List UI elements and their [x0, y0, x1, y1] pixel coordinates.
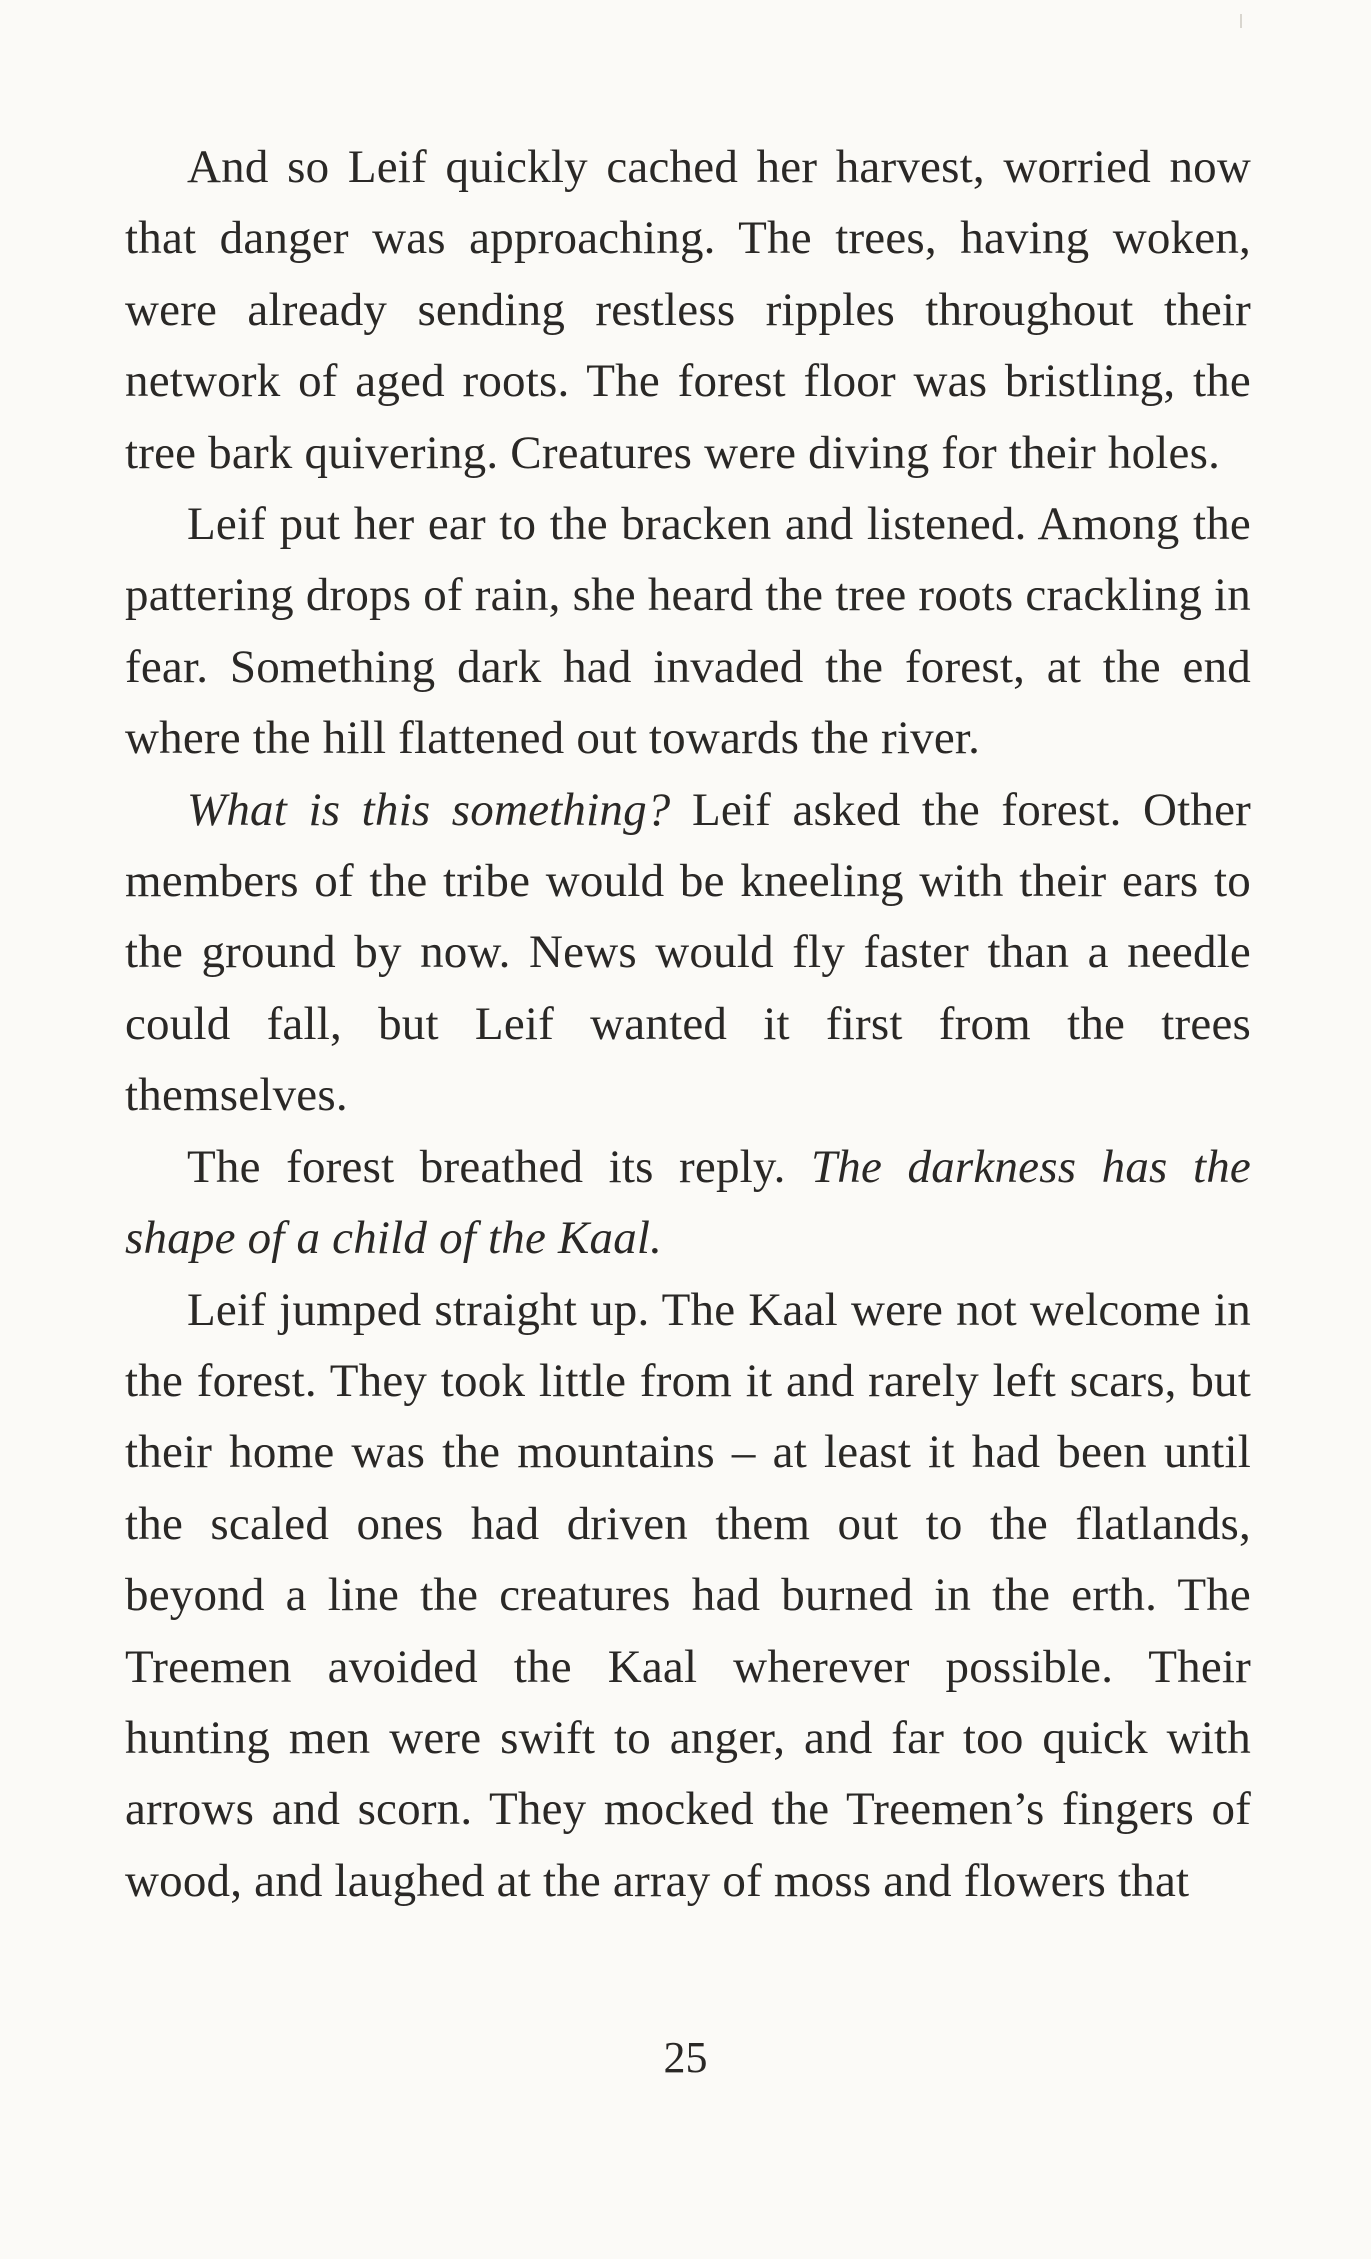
paragraph [125, 775, 1251, 1132]
page-body [125, 132, 1251, 1917]
text-run: Leif put her ear to the bracken and listened. Among the pattering drops of rain, she heard the tree roots crackling in fear. Something dark had invaded the forest, at the end where the hill flattened out towards the river. [125, 498, 1251, 765]
text-run: And so Leif quickly cached her harvest, worried now that danger was approaching. The trees, having woken, were already sending restless ripples throughout their network of aged roots. The forest floor was bristling, the tree bark quivering. Creatures were diving for their holes. [125, 141, 1251, 479]
text-run: The forest breathed its reply. [187, 1140, 811, 1193]
paragraph [125, 1132, 1251, 1275]
page-number: 25 [663, 2033, 708, 2082]
italic-text: What is this something? [187, 783, 671, 836]
text-run: Leif jumped straight up. The Kaal were not welcome in the forest. They took little from it and rarely left scars, but their home was the mountains – at least it had been until the scaled ones had driven them out to the flatlands, beyond a line the creatures had burned in the erth. The Treemen avoided the Kaal wherever possible. Their hunting men were swift to anger, and far too quick with arrows and scorn. They mocked the Treemen’s fingers of wood, and laughed at the array of moss and flowers that [125, 1283, 1251, 1907]
paragraph [125, 489, 1251, 775]
paragraph [125, 1275, 1251, 1918]
text-run: Leif asked the forest. Other members of the tribe would be kneeling with their ears to the ground by now. News would fly faster than a needle could fall, but Leif wanted it first from the trees themselves. [125, 783, 1251, 1122]
scan-speck [1240, 14, 1242, 28]
italic-text: The darkness has the shape of a child of the Kaal. [125, 1140, 1251, 1265]
paragraph [125, 132, 1251, 489]
